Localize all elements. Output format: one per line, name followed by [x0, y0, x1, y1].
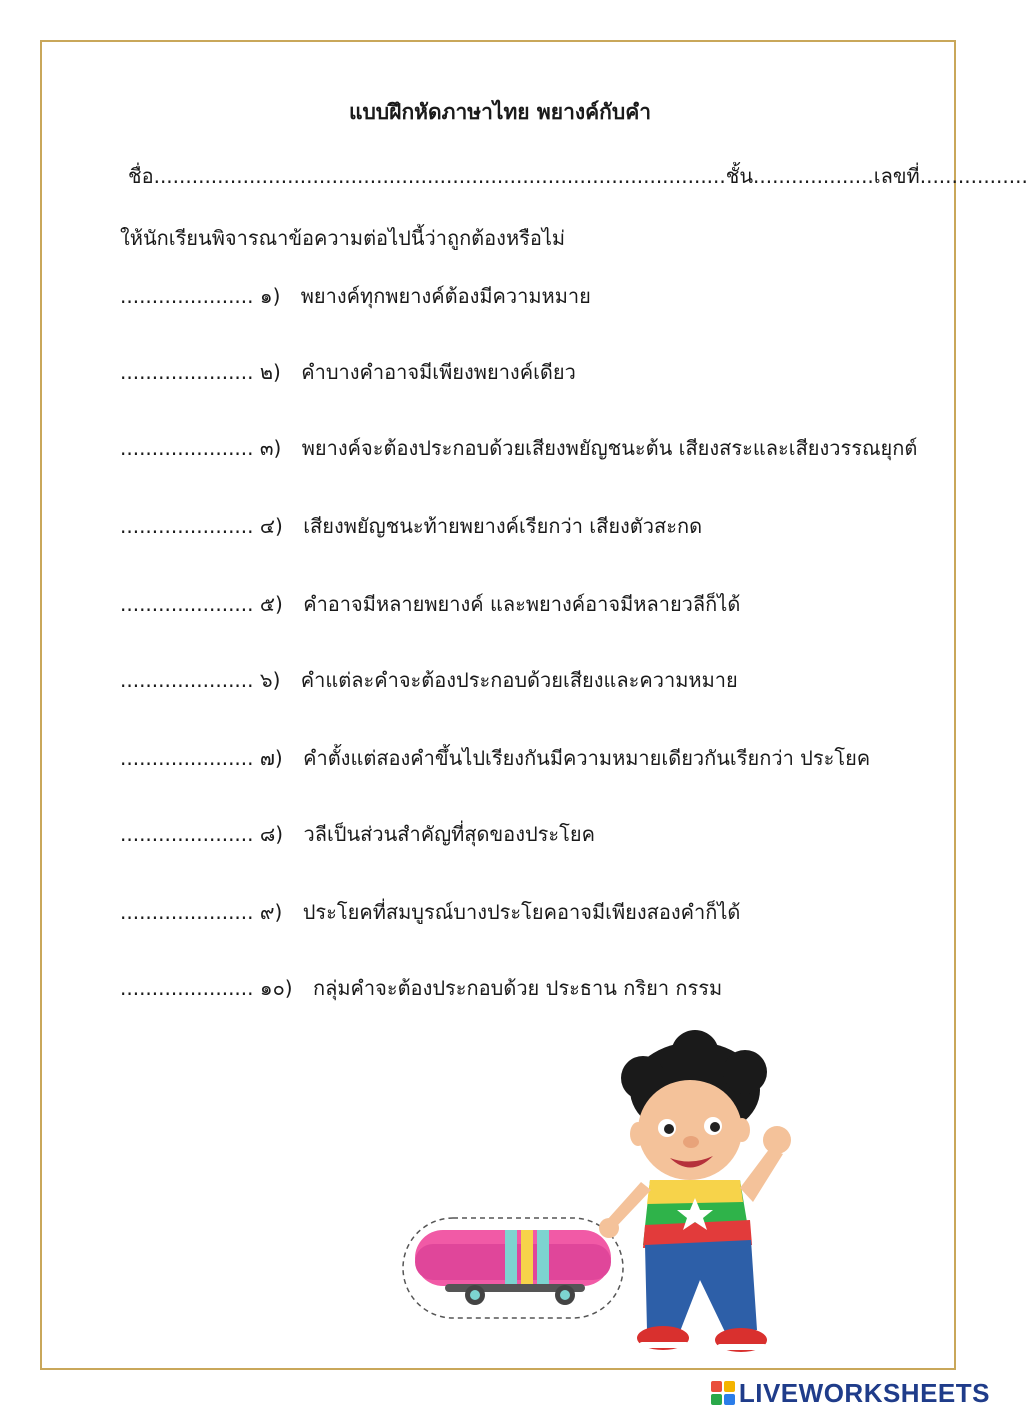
question-number: ๓) [259, 436, 282, 460]
question-row [120, 664, 738, 696]
student-info-line[interactable]: ชื่อ..........................................................................................ชั้น...................เลขที่................. [128, 164, 1028, 188]
question-row [120, 972, 722, 1004]
question-number: ๙) [259, 900, 283, 924]
question-number: ๕) [259, 592, 283, 616]
question-row [120, 280, 591, 312]
logo-blocks-icon [711, 1381, 735, 1405]
liveworksheets-logo [711, 1378, 990, 1408]
question-row [120, 818, 595, 850]
question-text: คำบางคำอาจมีเพียงพยางค์เดียว [301, 360, 576, 384]
question-row [120, 432, 917, 464]
question-row [120, 510, 702, 542]
answer-blank[interactable]: ..................... [120, 976, 254, 1000]
answer-blank[interactable]: ..................... [120, 514, 260, 538]
question-text: เสียงพยัญชนะท้ายพยางค์เรียกว่า เสียงตัวสะกด [303, 514, 703, 538]
answer-blank[interactable]: ..................... [120, 822, 254, 846]
question-row [120, 742, 870, 774]
skateboard-icon [403, 1218, 623, 1318]
brand-name: LIVEWORKSHEETS [738, 1377, 990, 1408]
question-text: กลุ่มคำจะต้องประกอบด้วย ประธาน กริยา กรรม [312, 976, 723, 1000]
question-text: คำตั้งแต่สองคำขึ้นไปเรียงกันมีความหมายเดียวกันเรียกว่า ประโยค [303, 746, 871, 770]
answer-blank[interactable]: ..................... [120, 284, 260, 308]
question-row [120, 588, 740, 620]
question-text: คำอาจมีหลายพยางค์ และพยางค์อาจมีหลายวลีก็ได้ [303, 592, 741, 616]
question-row [120, 896, 740, 928]
question-number: ๑) [259, 284, 281, 308]
instruction-text: ให้นักเรียนพิจารณาข้อความต่อไปนี้ว่าถูกต้องหรือไม่ [120, 226, 566, 250]
question-number: ๒) [259, 360, 281, 384]
answer-blank[interactable]: ..................... [120, 360, 254, 384]
boy-icon [599, 1030, 791, 1352]
question-number: ๑๐) [259, 976, 293, 1000]
question-text: ประโยคที่สมบูรณ์บางประโยคอาจมีเพียงสองคำก็ได้ [302, 900, 741, 924]
question-number: ๘) [259, 822, 284, 846]
question-number: ๗) [259, 746, 283, 770]
question-number: ๔) [259, 514, 283, 538]
question-number: ๖) [259, 668, 281, 692]
worksheet-title: แบบฝึกหัดภาษาไทย พยางค์กับคำ [348, 100, 652, 124]
question-text: วลีเป็นส่วนสำคัญที่สุดของประโยค [303, 822, 595, 846]
question-text: พยางค์จะต้องประกอบด้วยเสียงพยัญชนะต้น เสียงสระและเสียงวรรณยุกต์ [301, 436, 918, 460]
answer-blank[interactable]: ..................... [120, 900, 254, 924]
question-text: พยางค์ทุกพยางค์ต้องมีความหมาย [300, 284, 591, 308]
answer-blank[interactable]: ..................... [120, 592, 254, 616]
answer-blank[interactable]: ..................... [120, 746, 254, 770]
answer-blank[interactable]: ..................... [120, 668, 260, 692]
boy-skateboard-illustration [395, 1030, 815, 1370]
answer-blank[interactable]: ..................... [120, 436, 254, 460]
question-text: คำแต่ละคำจะต้องประกอบด้วยเสียงและความหมาย [300, 668, 738, 692]
question-row [120, 356, 576, 388]
